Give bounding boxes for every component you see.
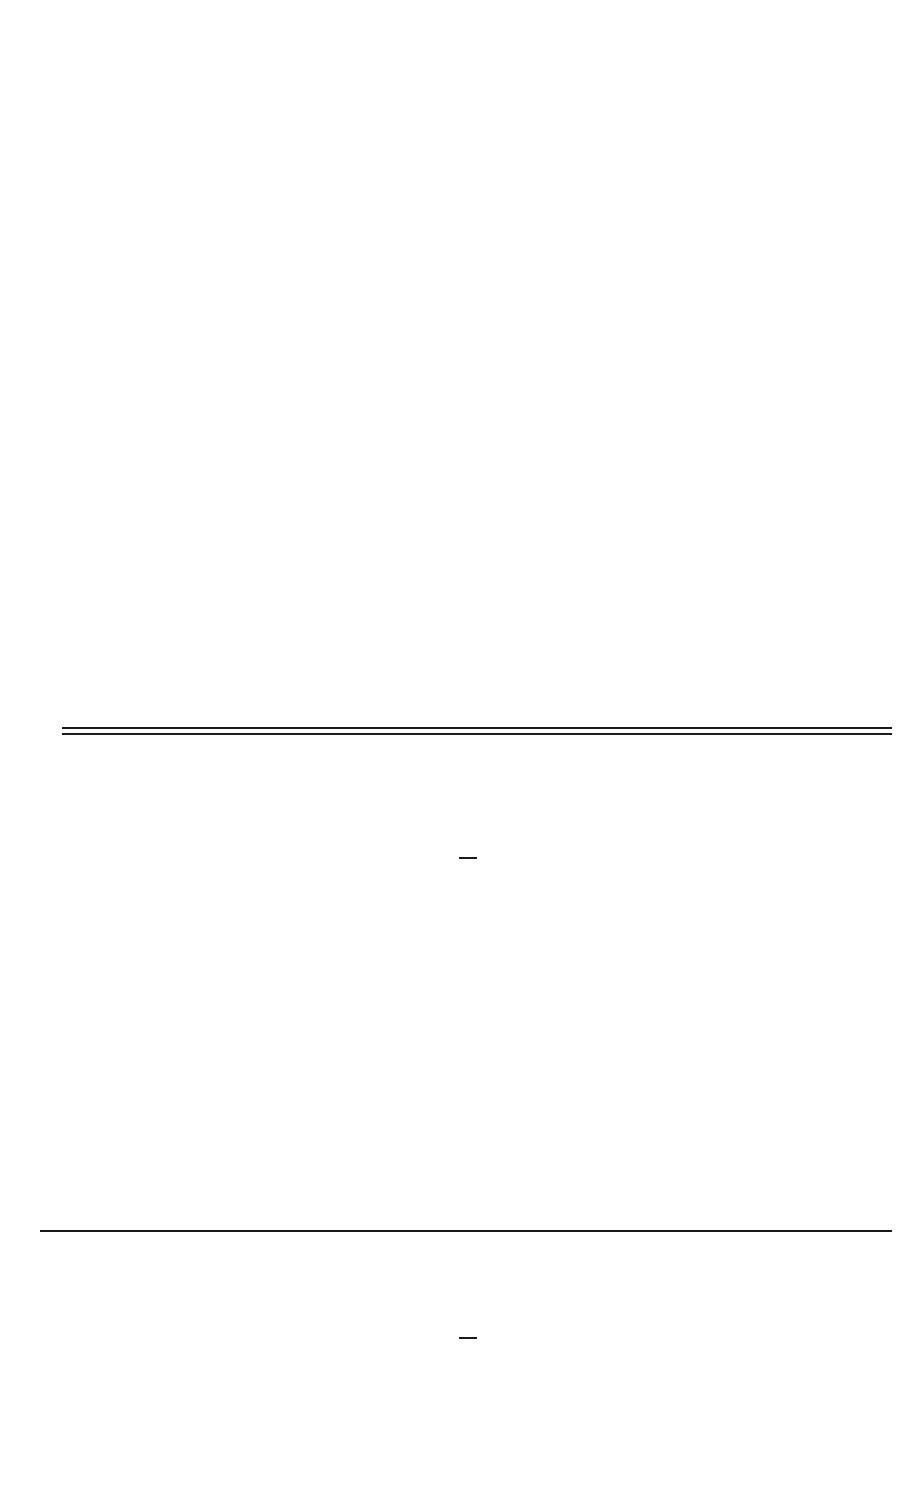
rule-bottom [62, 733, 892, 735]
running-header [30, 33, 892, 55]
title-dash [459, 857, 477, 859]
heading-dash [459, 1337, 477, 1339]
rule-top [62, 727, 892, 729]
heading-rule [40, 1230, 892, 1232]
